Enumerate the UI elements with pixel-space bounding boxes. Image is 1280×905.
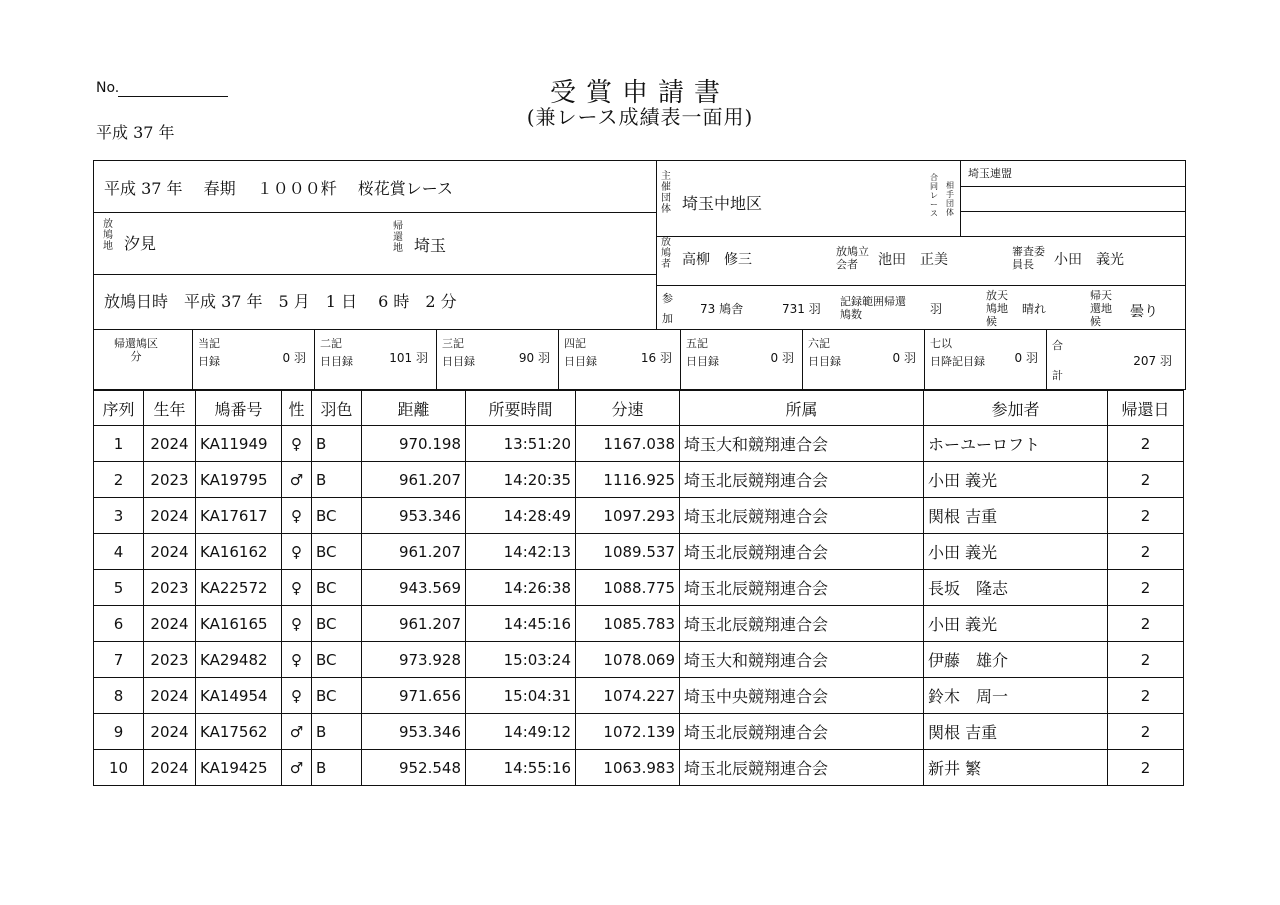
cell-rank: 9 [94, 714, 144, 750]
cell-distance: 971.656 [362, 678, 466, 714]
cell-participant: 小田 義光 [924, 606, 1108, 642]
return-stat-value: 101 羽 [389, 351, 428, 365]
cell-band-number: KA16162 [196, 534, 282, 570]
cell-distance: 970.198 [362, 426, 466, 462]
cell-rank: 8 [94, 678, 144, 714]
cell-participant: 小田 義光 [924, 462, 1108, 498]
participants-label: 参加 [662, 292, 673, 325]
organizer: 埼玉中地区 [682, 194, 763, 213]
cell-distance: 961.207 [362, 462, 466, 498]
partner-label: 相手団体 [946, 181, 954, 217]
cell-color: B [312, 426, 362, 462]
return-stat-value: 0 羽 [282, 351, 306, 365]
cell-velocity: 1085.783 [576, 606, 680, 642]
cell-return-day: 2 [1108, 714, 1184, 750]
cell-velocity: 1116.925 [576, 462, 680, 498]
total-value: 207 羽 [1133, 354, 1172, 368]
results-body [94, 426, 1184, 786]
return-stat-label-bottom: 日目録 [564, 355, 597, 368]
cell-distance: 953.346 [362, 498, 466, 534]
results-table [93, 390, 1184, 786]
return-weather: 曇り [1130, 304, 1158, 320]
table-row [94, 462, 1184, 498]
table-row [94, 606, 1184, 642]
header-color: 羽色 [312, 391, 362, 426]
loft-count: 73 鳩舎 [700, 302, 744, 316]
return-stat-label-top: 五記 [686, 337, 708, 350]
cell-club: 埼玉北辰競翔連合会 [680, 534, 924, 570]
document-year: 平成 37 年 [96, 123, 175, 142]
cell-participant: 小田 義光 [924, 534, 1108, 570]
cell-sex: ♀ [282, 642, 312, 678]
cell-flight-time: 14:28:49 [466, 498, 576, 534]
return-stat-label-top: 当記 [198, 337, 220, 350]
cell-sex: ♀ [282, 606, 312, 642]
cell-velocity: 1072.139 [576, 714, 680, 750]
release-weather: 晴れ [1022, 302, 1047, 316]
return-stat-label-top: 七以 [930, 337, 952, 350]
cell-band-number: KA19425 [196, 750, 282, 786]
cell-sex: ♀ [282, 426, 312, 462]
cell-rank: 5 [94, 570, 144, 606]
cell-distance: 961.207 [362, 534, 466, 570]
table-row [94, 534, 1184, 570]
cell-sex: ♂ [282, 714, 312, 750]
cell-birth-year: 2024 [144, 426, 196, 462]
cell-club: 埼玉中央競翔連合会 [680, 678, 924, 714]
recorded-count: 羽 [930, 302, 943, 316]
table-row [94, 750, 1184, 786]
return-stat-value: 0 羽 [892, 351, 916, 365]
cell-birth-year: 2023 [144, 642, 196, 678]
recorded-range-label: 記録範囲帰還鳩数 [840, 295, 906, 321]
cell-distance: 961.207 [362, 606, 466, 642]
return-stat-value: 16 羽 [640, 351, 672, 365]
releaser-label: 放鳩者 [661, 237, 671, 270]
cell-return-day: 2 [1108, 642, 1184, 678]
cell-birth-year: 2024 [144, 678, 196, 714]
cell-flight-time: 15:03:24 [466, 642, 576, 678]
return-stat-value: 0 羽 [770, 351, 794, 365]
cell-sex: ♀ [282, 570, 312, 606]
return-place-label: 帰還地 [393, 221, 403, 254]
cell-flight-time: 14:55:16 [466, 750, 576, 786]
cell-band-number: KA16165 [196, 606, 282, 642]
releaser: 高柳 修三 [682, 252, 752, 268]
header-velocity: 分速 [576, 391, 680, 426]
cell-birth-year: 2024 [144, 714, 196, 750]
header-participant: 参加者 [924, 391, 1108, 426]
organizer-label: 主催団体 [661, 171, 671, 215]
cell-flight-time: 14:20:35 [466, 462, 576, 498]
joint-race-label: 合同レース [930, 173, 938, 218]
cell-return-day: 2 [1108, 462, 1184, 498]
cell-sex: ♀ [282, 678, 312, 714]
release-datetime: 放鳩日時 平成 37 年 5 月 1 日 6 時 2 分 [104, 292, 457, 311]
cell-band-number: KA22572 [196, 570, 282, 606]
cell-velocity: 1078.069 [576, 642, 680, 678]
header-rank: 序列 [94, 391, 144, 426]
header-band-number: 鳩番号 [196, 391, 282, 426]
cell-birth-year: 2024 [144, 534, 196, 570]
cell-velocity: 1063.983 [576, 750, 680, 786]
return-stat-label-top: 三記 [442, 337, 464, 350]
cell-birth-year: 2024 [144, 750, 196, 786]
cell-birth-year: 2024 [144, 498, 196, 534]
header-sex: 性 [282, 391, 312, 426]
cell-birth-year: 2023 [144, 462, 196, 498]
cell-band-number: KA17617 [196, 498, 282, 534]
table-row [94, 570, 1184, 606]
table-row [94, 642, 1184, 678]
return-weather-label: 帰天還地候 [1090, 289, 1112, 328]
table-row [94, 498, 1184, 534]
cell-rank: 2 [94, 462, 144, 498]
return-stat-label-bottom: 日録 [198, 355, 220, 368]
bird-count: 731 羽 [782, 302, 821, 316]
cell-band-number: KA19795 [196, 462, 282, 498]
cell-club: 埼玉大和競翔連合会 [680, 642, 924, 678]
cell-distance: 953.346 [362, 714, 466, 750]
return-place: 埼玉 [414, 236, 447, 255]
cell-band-number: KA17562 [196, 714, 282, 750]
cell-club: 埼玉大和競翔連合会 [680, 426, 924, 462]
total-label-top: 合 [1052, 339, 1063, 352]
table-row [94, 678, 1184, 714]
cell-velocity: 1167.038 [576, 426, 680, 462]
cell-color: BC [312, 570, 362, 606]
header-club: 所属 [680, 391, 924, 426]
cell-flight-time: 14:26:38 [466, 570, 576, 606]
judge: 小田 義光 [1054, 252, 1124, 268]
document-title: 受賞申請書 [549, 78, 730, 108]
cell-return-day: 2 [1108, 570, 1184, 606]
cell-rank: 1 [94, 426, 144, 462]
cell-flight-time: 13:51:20 [466, 426, 576, 462]
return-stat-label-bottom: 日目録 [320, 355, 353, 368]
witness-label: 放鳩立会者 [836, 245, 869, 271]
results-header-row [94, 391, 1184, 426]
return-stat-label-top: 四記 [564, 337, 586, 350]
cell-sex: ♂ [282, 750, 312, 786]
cell-band-number: KA11949 [196, 426, 282, 462]
cell-club: 埼玉北辰競翔連合会 [680, 498, 924, 534]
judge-label: 審査委員長 [1012, 245, 1045, 271]
header-flight-time: 所要時間 [466, 391, 576, 426]
cell-sex: ♂ [282, 462, 312, 498]
total-label-bottom: 計 [1052, 369, 1063, 382]
return-stat-label-bottom: 日降記目録 [930, 355, 985, 368]
release-place-label: 放鳩地 [103, 219, 113, 252]
cell-rank: 6 [94, 606, 144, 642]
cell-color: B [312, 462, 362, 498]
return-stat-label-top: 六記 [808, 337, 830, 350]
cell-participant: 鈴木 周一 [924, 678, 1108, 714]
cell-participant: 関根 吉重 [924, 714, 1108, 750]
cell-birth-year: 2024 [144, 606, 196, 642]
cell-flight-time: 15:04:31 [466, 678, 576, 714]
return-stat-label-bottom: 日目録 [808, 355, 841, 368]
table-row [94, 426, 1184, 462]
cell-participant: 新井 繁 [924, 750, 1108, 786]
cell-return-day: 2 [1108, 678, 1184, 714]
return-stat-label-top: 二記 [320, 337, 342, 350]
cell-band-number: KA14954 [196, 678, 282, 714]
cell-rank: 7 [94, 642, 144, 678]
cell-return-day: 2 [1108, 534, 1184, 570]
cell-color: BC [312, 498, 362, 534]
partner: 埼玉連盟 [968, 167, 1012, 180]
cell-color: BC [312, 642, 362, 678]
cell-rank: 4 [94, 534, 144, 570]
cell-participant: 関根 吉重 [924, 498, 1108, 534]
cell-rank: 10 [94, 750, 144, 786]
cell-club: 埼玉北辰競翔連合会 [680, 714, 924, 750]
header-birth-year: 生年 [144, 391, 196, 426]
cell-participant: ホーユーロフト [924, 426, 1108, 462]
return-stat-label-bottom: 日目録 [442, 355, 475, 368]
cell-club: 埼玉北辰競翔連合会 [680, 570, 924, 606]
cell-velocity: 1097.293 [576, 498, 680, 534]
cell-participant: 伊藤 雄介 [924, 642, 1108, 678]
cell-participant: 長坂 隆志 [924, 570, 1108, 606]
cell-velocity: 1074.227 [576, 678, 680, 714]
cell-flight-time: 14:49:12 [466, 714, 576, 750]
cell-flight-time: 14:42:13 [466, 534, 576, 570]
cell-distance: 973.928 [362, 642, 466, 678]
race-info-block [93, 160, 1186, 390]
header-return-day: 帰還日 [1108, 391, 1184, 426]
cell-sex: ♀ [282, 534, 312, 570]
cell-distance: 952.548 [362, 750, 466, 786]
cell-velocity: 1089.537 [576, 534, 680, 570]
cell-color: BC [312, 678, 362, 714]
cell-club: 埼玉北辰競翔連合会 [680, 750, 924, 786]
cell-return-day: 2 [1108, 606, 1184, 642]
document-subtitle: (兼レース成績表一面用) [526, 105, 754, 129]
document-number-label: No. [96, 80, 120, 96]
return-stat-value: 0 羽 [1014, 351, 1038, 365]
release-place: 汐見 [124, 234, 157, 253]
race-name: 平成 37 年 春期 １０００粁 桜花賞レース [104, 179, 453, 198]
cell-return-day: 2 [1108, 498, 1184, 534]
table-row [94, 714, 1184, 750]
header-distance: 距離 [362, 391, 466, 426]
cell-sex: ♀ [282, 498, 312, 534]
return-stat-label-bottom: 日目録 [686, 355, 719, 368]
cell-band-number: KA29482 [196, 642, 282, 678]
cell-rank: 3 [94, 498, 144, 534]
cell-color: B [312, 714, 362, 750]
release-weather-label: 放天鳩地候 [986, 289, 1008, 328]
cell-velocity: 1088.775 [576, 570, 680, 606]
cell-return-day: 2 [1108, 750, 1184, 786]
cell-birth-year: 2023 [144, 570, 196, 606]
cell-color: BC [312, 606, 362, 642]
cell-color: B [312, 750, 362, 786]
cell-club: 埼玉北辰競翔連合会 [680, 462, 924, 498]
return-class-label: 帰還鳩区分 [114, 337, 158, 363]
cell-flight-time: 14:45:16 [466, 606, 576, 642]
witness: 池田 正美 [878, 252, 948, 268]
cell-distance: 943.569 [362, 570, 466, 606]
cell-club: 埼玉北辰競翔連合会 [680, 606, 924, 642]
cell-return-day: 2 [1108, 426, 1184, 462]
cell-color: BC [312, 534, 362, 570]
return-stat-value: 90 羽 [518, 351, 550, 365]
